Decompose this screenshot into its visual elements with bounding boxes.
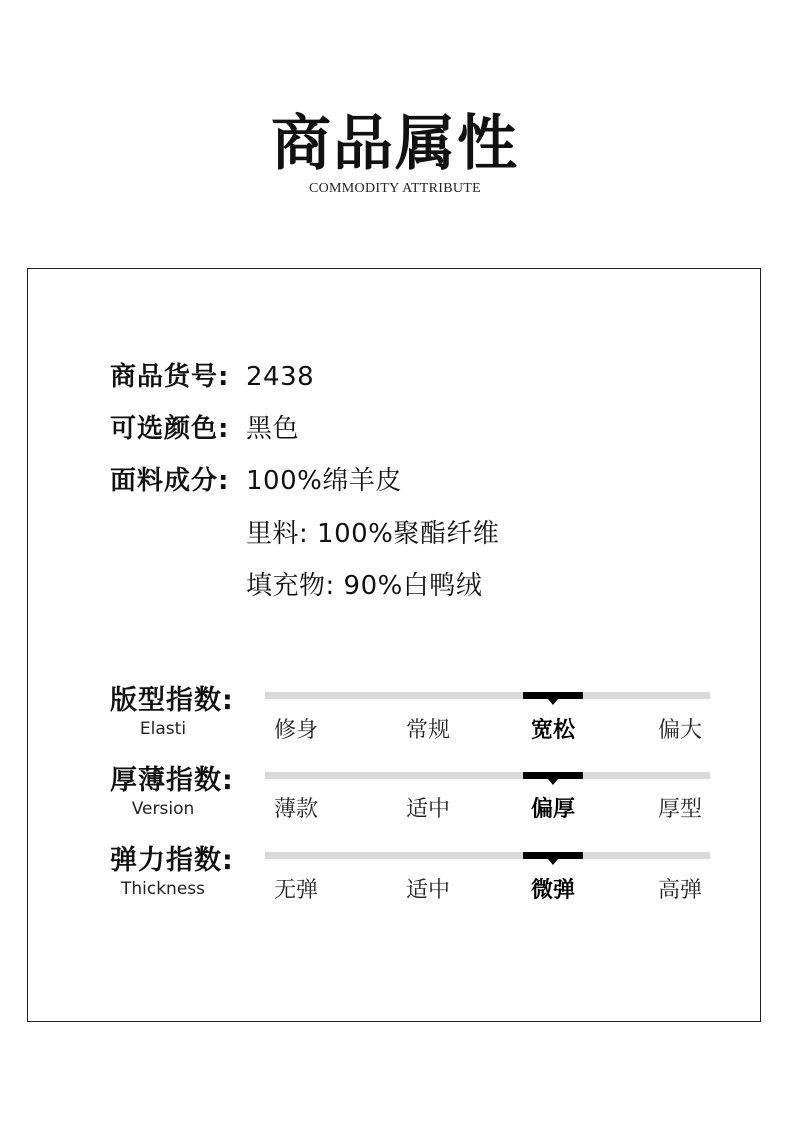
page-subtitle: COMMODITY ATTRIBUTE (308, 181, 481, 196)
index-marker (523, 852, 583, 859)
index-track (265, 772, 710, 779)
attribute-value: 里料: 100%聚酯纤维 (246, 519, 500, 549)
index-option: 薄款 (273, 797, 318, 822)
attribute-label: 可选颜色: (110, 414, 230, 444)
index-option: 偏厚 (530, 797, 575, 822)
index-title: 版型指数: (110, 685, 234, 716)
index-subtitle: Version (131, 799, 195, 819)
index-marker (523, 772, 583, 779)
index-option: 修身 (273, 718, 318, 743)
index-subtitle: Thickness (120, 879, 206, 899)
index-title: 厚薄指数: (110, 765, 234, 796)
attribute-value: 100%绵羊皮 (246, 466, 402, 496)
index-option: 无弹 (273, 878, 318, 903)
index-option: 适中 (405, 797, 450, 822)
attribute-value: 2438 (246, 362, 315, 392)
index-option: 适中 (405, 878, 450, 903)
index-track (265, 692, 710, 699)
index-marker (523, 692, 583, 699)
index-title: 弹力指数: (110, 845, 234, 876)
attribute-label: 面料成分: (110, 466, 230, 496)
index-option: 常规 (405, 718, 450, 743)
attribute-value: 黑色 (246, 414, 300, 444)
page-title: 商品属性 (271, 109, 519, 179)
index-option: 宽松 (530, 718, 575, 743)
index-option: 偏大 (657, 718, 702, 743)
index-option: 厚型 (657, 797, 702, 822)
attribute-label: 商品货号: (110, 362, 230, 392)
index-track (265, 852, 710, 859)
index-option: 微弹 (530, 878, 575, 903)
index-subtitle: Elasti (139, 719, 187, 739)
index-option: 高弹 (657, 878, 702, 903)
attribute-value: 填充物: 90%白鸭绒 (246, 571, 483, 601)
